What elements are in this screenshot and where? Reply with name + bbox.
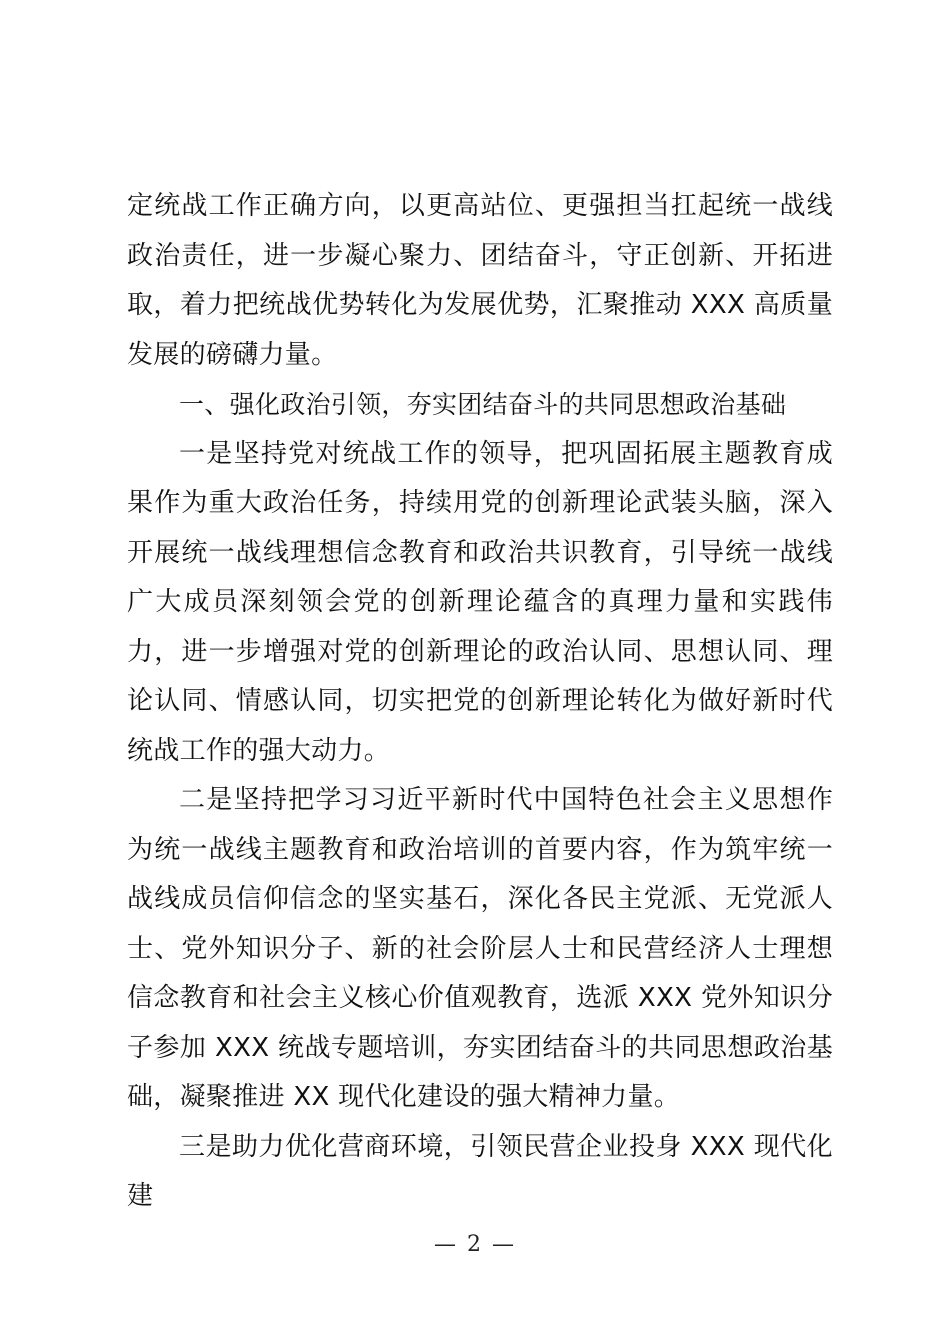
page-number: — 2 — bbox=[434, 1232, 516, 1257]
section-heading: 一、强化政治引领，夯实团结奋斗的共同思想政治基础 bbox=[179, 390, 787, 419]
paragraph-point-two: 二是坚持把学习习近平新时代中国特色社会主义思想作为统一战线主题教育和政治培训的首要内容，作为筑牢统一战线成员信仰信念的坚实基石，深化各民主党派、无党派人士、党外知识分子、新的社会阶层人士和民营经济人士理想信念教育和社会主义核心价值观教育，选派 XXX 党外知识分子参加 XXX 统战专题培训，夯实团结奋斗的共同思想政治基础，凝聚推进 XX 现代化建设的强大精神力量。 bbox=[127, 785, 833, 1112]
paragraph-point-three: 三是助力优化营商环境，引领民营企业投身 XXX 现代化建 bbox=[127, 1131, 833, 1211]
paragraph-continuation: 定统战工作正确方向，以更高站位、更强担当扛起统一战线政治责任，进一步凝心聚力、团结奋斗，守正创新、开拓进取，着力把统战优势转化为发展优势，汇聚推动 XXX 高质量发展的磅礴力量。 bbox=[127, 191, 833, 370]
paragraph-point-one: 一是坚持党对统战工作的领导，把巩固拓展主题教育成果作为重大政治任务，持续用党的创新理论武装头脑，深入开展统一战线理想信念教育和政治共识教育，引导统一战线广大成员深刻领会党的创新理论蕴含的真理力量和实践伟力，进一步增强对党的创新理论的政治认同、思想认同、理论认同、情感认同，切实把党的创新理论转化为做好新时代统战工作的强大动力。 bbox=[127, 438, 833, 766]
document-body bbox=[127, 182, 833, 1222]
